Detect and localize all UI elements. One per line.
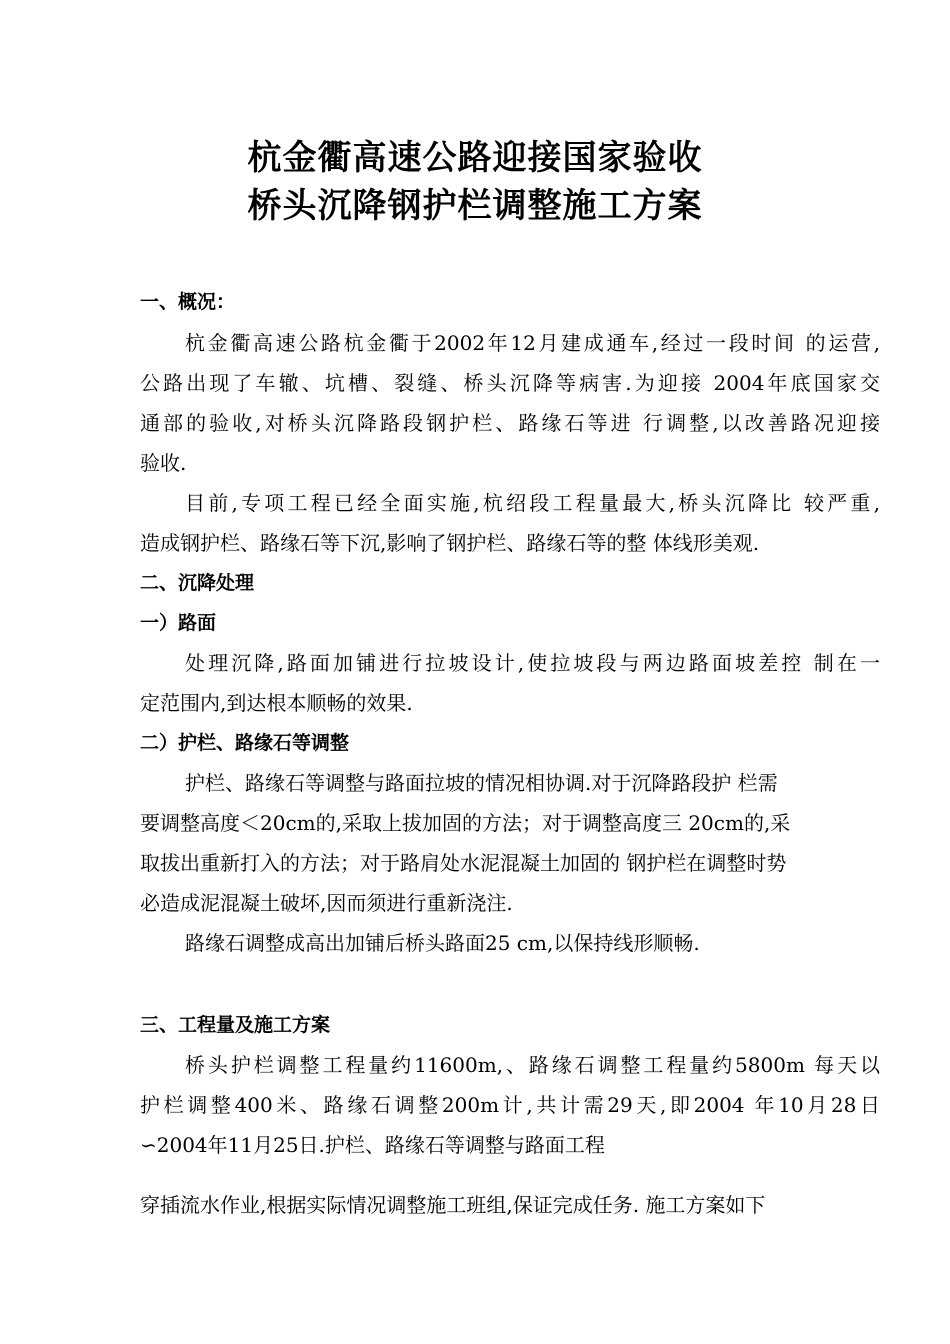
paragraph-line: 定范围内,到达根本顺畅的效果. xyxy=(140,691,413,715)
document-title-line-1: 杭金衢高速公路迎接国家验收 xyxy=(247,138,703,178)
paragraph-line: 目前,专项工程已经全面实施,杭绍段工程量最大,桥头沉降比 较严重, xyxy=(185,491,880,515)
paragraph-line: 验收. xyxy=(140,451,187,475)
section-heading-settlement: 二、沉降处理 xyxy=(140,572,255,594)
paragraph-line: 桥头护栏调整工程量约11600m,、路缘石调整工程量约5800m 每天以 xyxy=(185,1053,880,1077)
section-heading-overview: 一、概况： xyxy=(140,291,236,313)
subheading-guardrail: 二）护栏、路缘石等调整 xyxy=(140,732,350,754)
document-title-line-2: 桥头沉降钢护栏调整施工方案 xyxy=(247,186,703,226)
paragraph-line: 处理沉降,路面加铺进行拉坡设计,使拉坡段与两边路面坡差控 制在一 xyxy=(185,651,880,675)
paragraph-line: 通部的验收,对桥头沉降路段钢护栏、路缘石等进 行调整,以改善路况迎接 xyxy=(140,411,880,435)
section-heading-quantities: 三、工程量及施工方案 xyxy=(140,1014,331,1036)
paragraph-line: 要调整高度＜20cm的,采取上拔加固的方法；对于调整高度三 20cm的,采 xyxy=(140,811,791,835)
paragraph-line: 护栏、路缘石等调整与路面拉坡的情况相协调.对于沉降路段护 栏需 xyxy=(185,771,778,795)
paragraph-line: 取拔出重新打入的方法；对于路肩处水泥混凝土加固的 钢护栏在调整时势 xyxy=(140,851,787,875)
paragraph-line: 必造成泥混凝土破坏,因而须进行重新浇注. xyxy=(140,891,513,915)
paragraph-line: 穿插流水作业,根据实际情况调整施工班组,保证完成任务. 施工方案如下 xyxy=(140,1193,766,1217)
paragraph-line: 公路出现了车辙、坑槽、裂缝、桥头沉降等病害.为迎接 2004年底国家交 xyxy=(140,371,880,395)
paragraph-line: 造成钢护栏、路缘石等下沉,影响了钢护栏、路缘石等的整 体线形美观. xyxy=(140,531,760,555)
paragraph-line: 护栏调整400米、路缘石调整200m计,共计需29天,即2004 年10月28日 xyxy=(140,1093,880,1117)
paragraph-line: 路缘石调整成高出加铺后桥头路面25 cm,以保持线形顺畅. xyxy=(185,931,700,955)
paragraph-line: 杭金衢高速公路杭金衢于2002年12月建成通车,经过一段时间 的运营, xyxy=(185,331,880,355)
paragraph-line: ∽2004年11月25日.护栏、路缘石等调整与路面工程 xyxy=(140,1133,605,1157)
subheading-road-surface: 一）路面 xyxy=(140,612,217,634)
